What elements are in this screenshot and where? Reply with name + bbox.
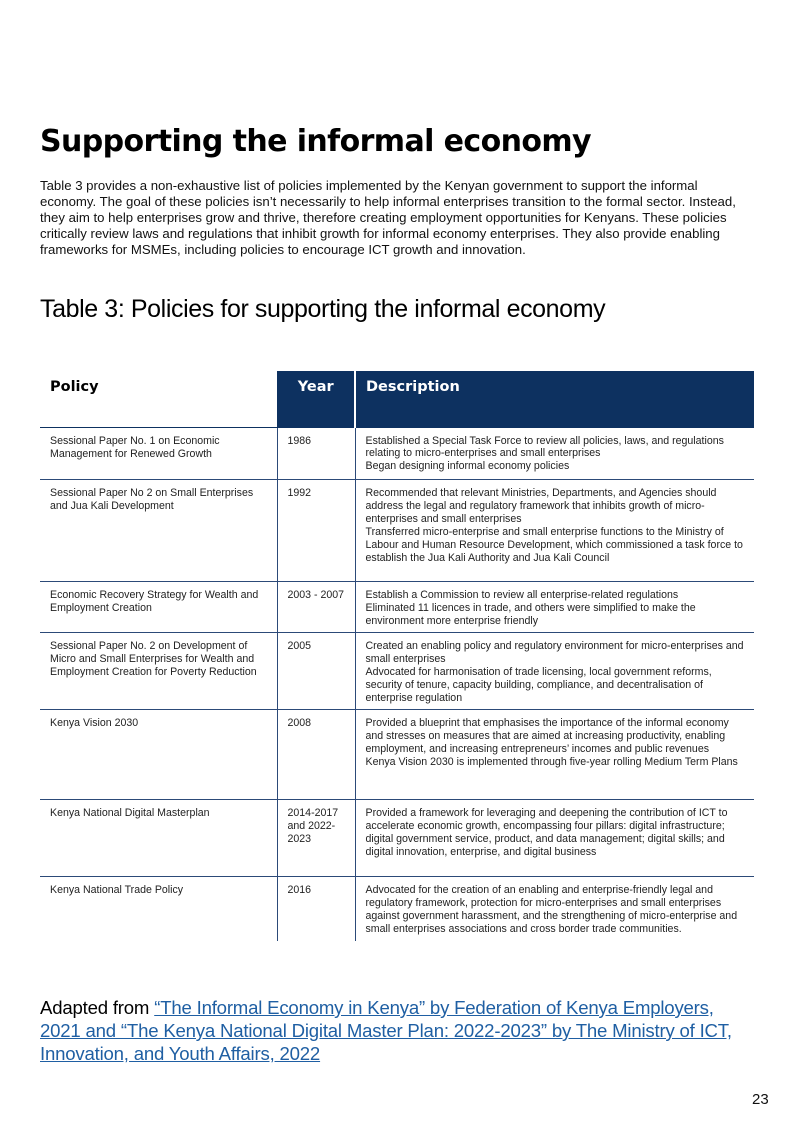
policy-cell: Kenya National Digital Masterplan [40,800,277,877]
description-cell [355,428,754,480]
source-link[interactable]: “The Informal Economy in Kenya” by Federation of Kenya Employers, 2021 and “The Kenya National Digital Master Plan: 2022-2023” by The Ministry of ICT, Innovation, and Youth Affairs, 2022 [40,997,732,1064]
description-line: Advocated for the creation of an enabling and enterprise-friendly legal and regulatory framework, protection for micro-enterprises and small enterprises against government harassment, and the strengthening of micro-enterprise and small enterprises associations and cross border trade communities. [365,884,738,935]
table-row [40,480,754,582]
description-line: Began designing informal economy policies [365,460,570,473]
year-cell: 2014-2017 and 2022-2023 [277,800,355,877]
table-row [40,428,754,480]
policy-cell: Sessional Paper No. 2 on Development of Micro and Small Enterprises for Wealth and Employment Creation for Poverty Reduction [40,633,277,710]
policy-table [40,371,754,941]
year-cell: 1992 [277,480,355,582]
table-row [40,710,754,800]
description-line: Recommended that relevant Ministries, Departments, and Agencies should address the legal and regulatory framework that inhibits growth of micro-enterprises and small enterprises [365,487,717,525]
description-line: Transferred micro-enterprise and small enterprise functions to the Ministry of Labour and Human Resource Development, which commissioned a task force to establish the Jua Kali Authority and Jua Kali Council [365,525,743,564]
year-cell: 2003 - 2007 [277,582,355,633]
description-line: Provided a blueprint that emphasises the importance of the informal economy and stresses on measures that are aimed at increasing productivity, enabling employment, and increasing entrepreneurs’ incomes and public revenues [365,717,729,755]
page-heading: Supporting the informal economy [40,124,591,159]
description-cell [355,633,754,710]
year-cell: 2008 [277,710,355,800]
policy-cell: Sessional Paper No. 1 on Economic Management for Renewed Growth [40,428,277,480]
description-line: Eliminated 11 licences in trade, and others were simplified to make the environment more enterprise friendly [365,601,696,627]
description-cell [355,480,754,582]
description-cell [355,710,754,800]
table-row [40,582,754,633]
intro-paragraph: Table 3 provides a non-exhaustive list of policies implemented by the Kenyan government to support the informal economy. The goal of these policies isn’t necessarily to help informal enterprises transition to the formal sector. Instead, they aim to help enterprises grow and thrive, therefore creating employment opportunities for Kenyans. These policies critically review laws and regulations that inhibit growth for informal economy enterprises. They also provide enabling frameworks for MSMEs, including policies to encourage ICT growth and innovation. [40,178,736,258]
policy-cell: Kenya Vision 2030 [40,710,277,800]
column-header-policy: Policy [40,371,277,428]
description-cell [355,800,754,877]
source-citation [40,996,752,1065]
table-row [40,633,754,710]
year-cell: 2016 [277,877,355,941]
description-line: Establish a Commission to review all enterprise-related regulations [365,589,679,601]
year-cell: 1986 [277,428,355,480]
table-header-row [40,371,754,428]
description-line: Provided a framework for leveraging and deepening the contribution of ICT to accelerate economic growth, encompassing four pillars: digital infrastructure; digital government service, product, and data management; digital skills; and digital innovation, enterprise, and digital business [365,807,728,858]
year-cell: 2005 [277,633,355,710]
table-title: Table 3: Policies for supporting the informal economy [40,295,606,323]
description-cell [355,582,754,633]
policy-cell: Economic Recovery Strategy for Wealth and Employment Creation [40,582,277,633]
column-header-year: Year [277,371,355,428]
table-row [40,800,754,877]
description-line: Created an enabling policy and regulatory environment for micro-enterprises and small enterprises [365,640,744,665]
description-cell [355,877,754,941]
column-header-description: Description [355,371,754,428]
description-line: Kenya Vision 2030 is implemented through five-year rolling Medium Term Plans [365,755,738,768]
table-row [40,877,754,941]
description-line: Established a Special Task Force to review all policies, laws, and regulations relating to micro-enterprises and small enterprises [365,434,724,460]
policy-cell: Kenya National Trade Policy [50,884,184,896]
source-prefix: Adapted from [40,997,155,1018]
page-number: 23 [752,1091,769,1108]
description-line: Advocated for harmonisation of trade licensing, local government reforms, security of tenure, capacity building, compliance, and decentralisation of enterprise regulation [365,665,712,704]
policy-cell: Sessional Paper No 2 on Small Enterprises and Jua Kali Development [40,480,277,582]
